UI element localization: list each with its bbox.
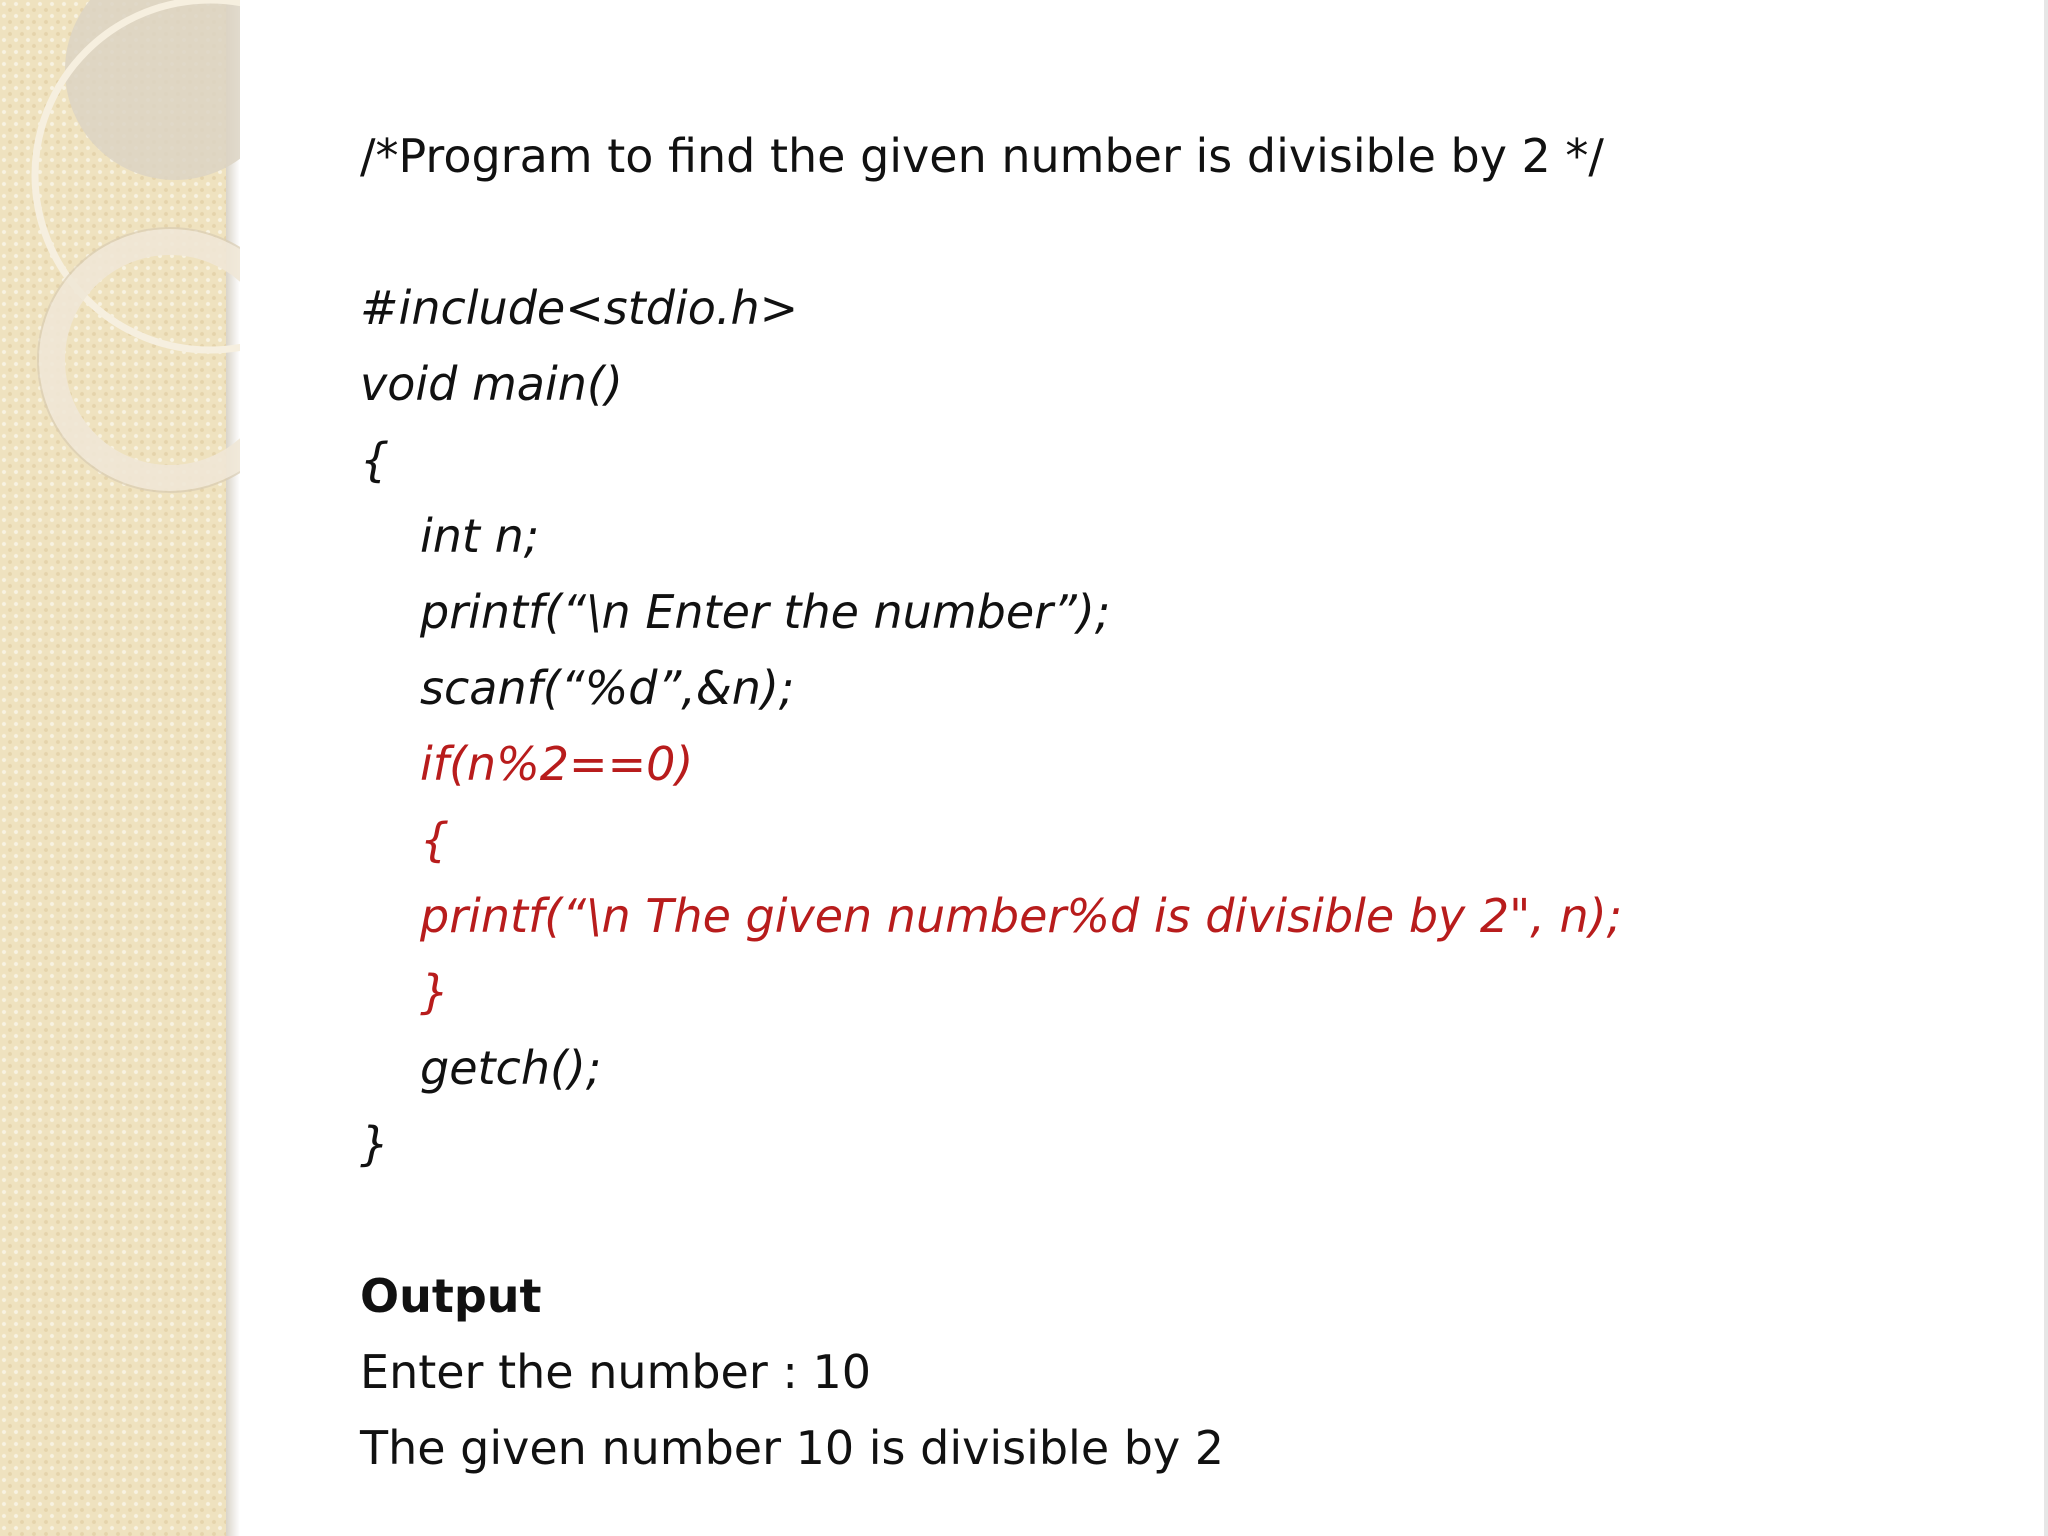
program-comment: /*Program to find the given number is divisible by 2 */	[360, 129, 1604, 183]
output-line-2: The given number 10 is divisible by 2	[360, 1421, 1225, 1475]
code-prompt: printf(“\n Enter the number”);	[420, 585, 1111, 639]
code-open-brace: {	[360, 433, 390, 487]
code-if-condition: if(n%2==0)	[420, 737, 694, 791]
blank-line	[360, 194, 2000, 270]
code-if-open-brace: {	[420, 813, 450, 867]
code-getch: getch();	[420, 1041, 602, 1095]
slide-content	[360, 118, 2000, 1486]
code-close-brace: }	[360, 1117, 390, 1171]
code-scanf: scanf(“%d”,&n);	[420, 661, 795, 715]
decorative-disc	[65, 0, 240, 180]
blank-line	[360, 1182, 2000, 1258]
decorative-ring-outline	[38, 228, 240, 492]
slide-right-edge	[2044, 0, 2048, 1536]
code-if-close-brace: }	[420, 965, 450, 1019]
code-declaration: int n;	[420, 509, 540, 563]
output-heading: Output	[360, 1269, 542, 1323]
decorative-rings-graphic	[0, 0, 240, 520]
decorative-thick-ring	[52, 242, 240, 478]
code-if-body: printf(“\n The given number%d is divisible by 2", n);	[420, 889, 1623, 943]
output-line-1: Enter the number : 10	[360, 1345, 872, 1399]
code-include: #include<stdio.h>	[360, 281, 799, 335]
code-main-signature: void main()	[360, 357, 623, 411]
